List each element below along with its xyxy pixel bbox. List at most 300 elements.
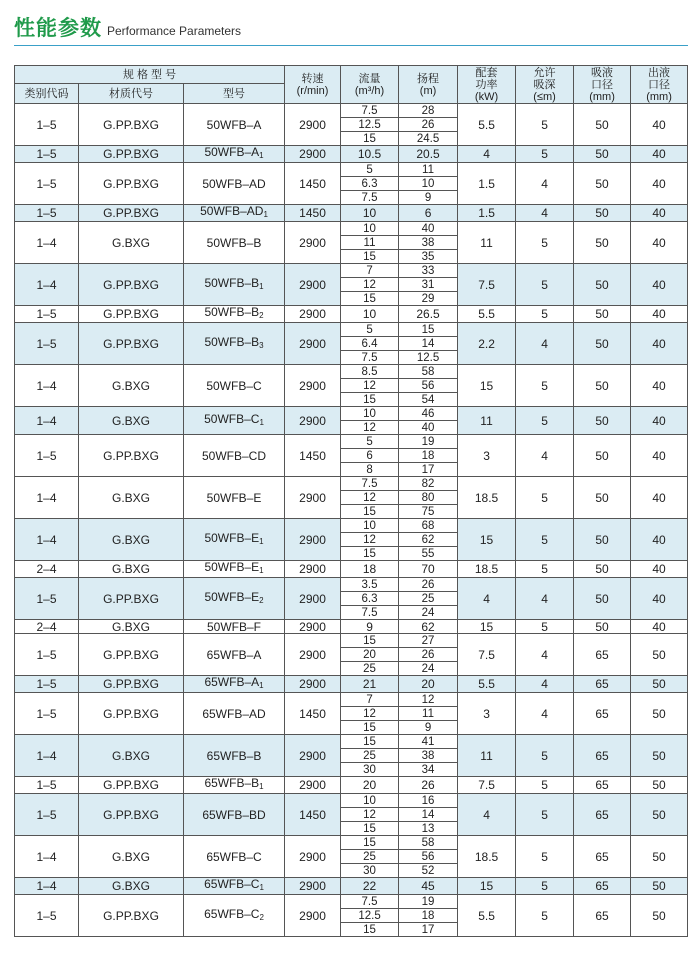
table-body bbox=[15, 104, 688, 937]
suction-depth-cell: 5 bbox=[516, 306, 574, 323]
table-row bbox=[15, 794, 688, 808]
model-header: 型号 bbox=[184, 84, 285, 104]
power-cell: 18.5 bbox=[458, 477, 516, 519]
model-subscript: 2 bbox=[259, 311, 264, 320]
model-cell bbox=[184, 620, 285, 634]
inlet-diameter-cell: 65 bbox=[574, 676, 631, 693]
model-cell bbox=[184, 519, 285, 561]
table-row bbox=[15, 634, 688, 648]
power-cell: 7.5 bbox=[458, 777, 516, 794]
power-cell: 11 bbox=[458, 222, 516, 264]
power-cell: 15 bbox=[458, 620, 516, 634]
model-name: 50WFB–AD bbox=[202, 176, 266, 191]
flow-cell: 15 bbox=[341, 292, 399, 306]
model-name: 50WFB–B bbox=[206, 235, 262, 250]
head-cell: 10 bbox=[399, 177, 458, 191]
table-row bbox=[15, 477, 688, 491]
speed-cell: 1450 bbox=[285, 163, 341, 205]
flow-cell: 12 bbox=[341, 707, 399, 721]
head-cell: 15 bbox=[399, 323, 458, 337]
model-cell bbox=[184, 735, 285, 777]
speed-cell: 2900 bbox=[285, 878, 341, 895]
model-cell bbox=[184, 477, 285, 519]
material-code-cell: G.PP.BXG bbox=[79, 676, 184, 693]
inlet-diameter-cell: 50 bbox=[574, 435, 631, 477]
category-code-cell: 1–5 bbox=[15, 634, 79, 676]
flow-cell: 15 bbox=[341, 634, 399, 648]
outlet-diameter-cell: 50 bbox=[631, 735, 688, 777]
speed-cell: 2900 bbox=[285, 895, 341, 937]
inlet-diameter-cell: 50 bbox=[574, 561, 631, 578]
table-row bbox=[15, 222, 688, 236]
table-row bbox=[15, 620, 688, 634]
flow-cell: 25 bbox=[341, 850, 399, 864]
table-row bbox=[15, 146, 688, 163]
inlet-diameter-cell: 50 bbox=[574, 205, 631, 222]
flow-cell: 10 bbox=[341, 306, 399, 323]
power-cell: 4 bbox=[458, 794, 516, 836]
flow-cell: 12.5 bbox=[341, 909, 399, 923]
head-cell: 38 bbox=[399, 236, 458, 250]
flow-cell: 12 bbox=[341, 491, 399, 505]
category-code-cell: 1–5 bbox=[15, 895, 79, 937]
suction-depth-cell: 4 bbox=[516, 163, 574, 205]
model-name: 65WFB–C bbox=[204, 906, 260, 921]
suction-depth-cell: 5 bbox=[516, 519, 574, 561]
head-cell: 18 bbox=[399, 909, 458, 923]
power-cell: 1.5 bbox=[458, 205, 516, 222]
category-code-cell: 1–5 bbox=[15, 205, 79, 222]
material-code-cell: G.BXG bbox=[79, 620, 184, 634]
model-name: 50WFB–AD bbox=[200, 204, 264, 218]
speed-cell: 2900 bbox=[285, 222, 341, 264]
table-row bbox=[15, 104, 688, 118]
model-cell bbox=[184, 878, 285, 895]
model-cell bbox=[184, 794, 285, 836]
head-cell: 52 bbox=[399, 864, 458, 878]
outlet-diameter-cell: 50 bbox=[631, 794, 688, 836]
flow-cell: 10.5 bbox=[341, 146, 399, 163]
head-cell: 45 bbox=[399, 878, 458, 895]
outlet-diameter-cell: 40 bbox=[631, 306, 688, 323]
model-name: 50WFB–E bbox=[204, 589, 260, 604]
speed-cell: 2900 bbox=[285, 634, 341, 676]
model-cell bbox=[184, 561, 285, 578]
head-cell: 56 bbox=[399, 850, 458, 864]
speed-cell: 2900 bbox=[285, 676, 341, 693]
head-cell: 16 bbox=[399, 794, 458, 808]
outlet-diameter-cell: 50 bbox=[631, 693, 688, 735]
flow-cell: 12 bbox=[341, 278, 399, 292]
model-name: 50WFB–F bbox=[207, 619, 262, 634]
outlet-diameter-cell: 40 bbox=[631, 435, 688, 477]
flow-cell: 10 bbox=[341, 222, 399, 236]
head-cell: 29 bbox=[399, 292, 458, 306]
category-code-cell: 1–5 bbox=[15, 306, 79, 323]
outlet-diameter-cell: 40 bbox=[631, 163, 688, 205]
category-code-cell: 1–4 bbox=[15, 836, 79, 878]
suction-depth-cell: 5 bbox=[516, 735, 574, 777]
speed-cell: 2900 bbox=[285, 519, 341, 561]
model-subscript: 1 bbox=[259, 782, 264, 791]
head-cell: 35 bbox=[399, 250, 458, 264]
category-code-cell: 1–4 bbox=[15, 222, 79, 264]
model-name: 50WFB–E bbox=[206, 490, 262, 505]
model-cell bbox=[184, 836, 285, 878]
outlet-diameter-cell: 40 bbox=[631, 323, 688, 365]
category-code-cell: 1–5 bbox=[15, 777, 79, 794]
table-row bbox=[15, 878, 688, 895]
speed-cell: 2900 bbox=[285, 306, 341, 323]
material-code-cell: G.PP.BXG bbox=[79, 323, 184, 365]
speed-cell: 2900 bbox=[285, 407, 341, 435]
suction-depth-cell: 4 bbox=[516, 693, 574, 735]
head-cell: 9 bbox=[399, 191, 458, 205]
power-cell: 15 bbox=[458, 365, 516, 407]
model-cell bbox=[184, 104, 285, 146]
model-cell bbox=[184, 407, 285, 435]
head-cell: 24 bbox=[399, 606, 458, 620]
flow-cell: 18 bbox=[341, 561, 399, 578]
model-subscript: 1 bbox=[259, 151, 264, 160]
flow-cell: 20 bbox=[341, 648, 399, 662]
category-code-header: 类别代码 bbox=[15, 84, 79, 104]
table-row bbox=[15, 578, 688, 592]
table-row bbox=[15, 519, 688, 533]
flow-cell: 15 bbox=[341, 250, 399, 264]
head-cell: 62 bbox=[399, 533, 458, 547]
model-subscript: 1 bbox=[263, 210, 268, 219]
power-cell: 3 bbox=[458, 435, 516, 477]
suction-depth-cell: 5 bbox=[516, 777, 574, 794]
head-cell: 12 bbox=[399, 693, 458, 707]
outlet-diameter-cell: 40 bbox=[631, 205, 688, 222]
flow-cell: 15 bbox=[341, 836, 399, 850]
model-subscript: 1 bbox=[259, 536, 264, 546]
head-cell: 18 bbox=[399, 449, 458, 463]
flow-cell: 5 bbox=[341, 435, 399, 449]
speed-cell: 2900 bbox=[285, 561, 341, 578]
head-cell: 19 bbox=[399, 435, 458, 449]
outlet-diameter-cell: 40 bbox=[631, 519, 688, 561]
suction-depth-cell: 5 bbox=[516, 222, 574, 264]
suction-depth-cell: 5 bbox=[516, 104, 574, 146]
material-code-cell: G.PP.BXG bbox=[79, 264, 184, 306]
inlet-diameter-cell: 50 bbox=[574, 519, 631, 561]
flow-cell: 7.5 bbox=[341, 191, 399, 205]
head-cell: 34 bbox=[399, 763, 458, 777]
model-cell bbox=[184, 323, 285, 365]
category-code-cell: 1–5 bbox=[15, 794, 79, 836]
flow-cell: 11 bbox=[341, 236, 399, 250]
power-cell: 5.5 bbox=[458, 676, 516, 693]
outlet-diameter-cell: 40 bbox=[631, 578, 688, 620]
model-name: 50WFB–A bbox=[204, 145, 260, 159]
material-code-cell: G.BXG bbox=[79, 735, 184, 777]
head-header: 扬程 (m) bbox=[399, 66, 458, 104]
model-cell bbox=[184, 676, 285, 693]
speed-cell: 2900 bbox=[285, 578, 341, 620]
model-subscript: 1 bbox=[259, 566, 264, 575]
suction-depth-cell: 5 bbox=[516, 477, 574, 519]
table-row bbox=[15, 561, 688, 578]
outlet-diameter-cell: 40 bbox=[631, 620, 688, 634]
category-code-cell: 1–5 bbox=[15, 693, 79, 735]
model-name: 50WFB–C bbox=[204, 411, 260, 426]
head-cell: 41 bbox=[399, 735, 458, 749]
head-cell: 6 bbox=[399, 205, 458, 222]
inlet-diameter-cell: 65 bbox=[574, 634, 631, 676]
category-code-cell: 1–5 bbox=[15, 146, 79, 163]
model-name: 65WFB–C bbox=[206, 849, 262, 864]
suction-depth-cell: 5 bbox=[516, 561, 574, 578]
outlet-diameter-cell: 50 bbox=[631, 777, 688, 794]
inlet-diameter-cell: 50 bbox=[574, 222, 631, 264]
category-code-cell: 2–4 bbox=[15, 561, 79, 578]
speed-cell: 1450 bbox=[285, 435, 341, 477]
head-cell: 26 bbox=[399, 777, 458, 794]
model-name: 65WFB–C bbox=[204, 877, 260, 891]
head-cell: 55 bbox=[399, 547, 458, 561]
model-name: 50WFB–CD bbox=[202, 448, 267, 463]
flow-cell: 7.5 bbox=[341, 895, 399, 909]
inlet-diameter-cell: 50 bbox=[574, 306, 631, 323]
power-cell: 7.5 bbox=[458, 634, 516, 676]
table-row bbox=[15, 205, 688, 222]
suction-depth-cell: 5 bbox=[516, 264, 574, 306]
flow-cell: 6 bbox=[341, 449, 399, 463]
power-header: 配套 功率 (kW) bbox=[458, 66, 516, 104]
inlet-diameter-cell: 65 bbox=[574, 777, 631, 794]
head-cell: 14 bbox=[399, 337, 458, 351]
category-code-cell: 1–4 bbox=[15, 365, 79, 407]
flow-cell: 15 bbox=[341, 393, 399, 407]
table-row bbox=[15, 895, 688, 909]
material-code-cell: G.BXG bbox=[79, 222, 184, 264]
flow-cell: 25 bbox=[341, 662, 399, 676]
model-name: 65WFB–BD bbox=[202, 807, 266, 822]
flow-cell: 15 bbox=[341, 547, 399, 561]
model-subscript: 1 bbox=[259, 281, 264, 291]
outlet-diameter-cell: 50 bbox=[631, 676, 688, 693]
material-code-cell: G.PP.BXG bbox=[79, 146, 184, 163]
suction-depth-cell: 5 bbox=[516, 620, 574, 634]
flow-cell: 10 bbox=[341, 407, 399, 421]
material-code-cell: G.BXG bbox=[79, 836, 184, 878]
material-code-cell: G.PP.BXG bbox=[79, 777, 184, 794]
head-cell: 24.5 bbox=[399, 132, 458, 146]
speed-cell: 2900 bbox=[285, 264, 341, 306]
outlet-diameter-cell: 40 bbox=[631, 365, 688, 407]
head-cell: 27 bbox=[399, 634, 458, 648]
flow-cell: 3.5 bbox=[341, 578, 399, 592]
category-code-cell: 1–5 bbox=[15, 578, 79, 620]
power-cell: 15 bbox=[458, 519, 516, 561]
flow-cell: 30 bbox=[341, 864, 399, 878]
material-code-cell: G.PP.BXG bbox=[79, 634, 184, 676]
power-cell: 11 bbox=[458, 735, 516, 777]
power-cell: 7.5 bbox=[458, 264, 516, 306]
flow-cell: 21 bbox=[341, 676, 399, 693]
model-cell bbox=[184, 146, 285, 163]
model-name: 50WFB–A bbox=[206, 117, 262, 132]
flow-cell: 7.5 bbox=[341, 351, 399, 365]
category-code-cell: 1–5 bbox=[15, 163, 79, 205]
speed-cell: 2900 bbox=[285, 735, 341, 777]
outlet-diameter-cell: 40 bbox=[631, 407, 688, 435]
table-row bbox=[15, 735, 688, 749]
head-cell: 28 bbox=[399, 104, 458, 118]
head-cell: 40 bbox=[399, 421, 458, 435]
head-cell: 26.5 bbox=[399, 306, 458, 323]
model-cell bbox=[184, 365, 285, 407]
head-cell: 33 bbox=[399, 264, 458, 278]
flow-cell: 7 bbox=[341, 693, 399, 707]
speed-cell: 1450 bbox=[285, 693, 341, 735]
power-cell: 1.5 bbox=[458, 163, 516, 205]
material-code-cell: G.PP.BXG bbox=[79, 205, 184, 222]
head-cell: 46 bbox=[399, 407, 458, 421]
head-cell: 20.5 bbox=[399, 146, 458, 163]
flow-cell: 12 bbox=[341, 421, 399, 435]
head-cell: 25 bbox=[399, 592, 458, 606]
outlet-diameter-cell: 50 bbox=[631, 836, 688, 878]
head-cell: 19 bbox=[399, 895, 458, 909]
model-subscript: 3 bbox=[259, 340, 264, 350]
material-code-cell: G.PP.BXG bbox=[79, 306, 184, 323]
suction-depth-cell: 4 bbox=[516, 578, 574, 620]
head-cell: 54 bbox=[399, 393, 458, 407]
category-code-cell: 1–4 bbox=[15, 519, 79, 561]
material-code-cell: G.PP.BXG bbox=[79, 794, 184, 836]
flow-cell: 12 bbox=[341, 808, 399, 822]
head-cell: 26 bbox=[399, 118, 458, 132]
head-cell: 11 bbox=[399, 707, 458, 721]
speed-cell: 2900 bbox=[285, 365, 341, 407]
model-name: 50WFB–B bbox=[204, 275, 260, 290]
material-code-cell: G.PP.BXG bbox=[79, 578, 184, 620]
model-cell bbox=[184, 578, 285, 620]
inlet-diameter-cell: 50 bbox=[574, 146, 631, 163]
head-cell: 20 bbox=[399, 676, 458, 693]
table-row bbox=[15, 435, 688, 449]
speed-cell: 2900 bbox=[285, 620, 341, 634]
suction-depth-cell: 5 bbox=[516, 794, 574, 836]
model-cell bbox=[184, 306, 285, 323]
table-row bbox=[15, 306, 688, 323]
flow-cell: 20 bbox=[341, 777, 399, 794]
flow-cell: 6.3 bbox=[341, 177, 399, 191]
table-row bbox=[15, 676, 688, 693]
flow-cell: 12 bbox=[341, 379, 399, 393]
model-cell bbox=[184, 777, 285, 794]
table-row bbox=[15, 365, 688, 379]
flow-cell: 7.5 bbox=[341, 606, 399, 620]
head-cell: 9 bbox=[399, 721, 458, 735]
speed-cell: 2900 bbox=[285, 104, 341, 146]
flow-cell: 22 bbox=[341, 878, 399, 895]
flow-cell: 7 bbox=[341, 264, 399, 278]
category-code-cell: 1–4 bbox=[15, 735, 79, 777]
table-row bbox=[15, 407, 688, 421]
category-code-cell: 1–5 bbox=[15, 435, 79, 477]
model-subscript: 2 bbox=[259, 595, 264, 605]
model-name: 50WFB–E bbox=[204, 560, 260, 574]
category-code-cell: 1–4 bbox=[15, 264, 79, 306]
inlet-diameter-cell: 50 bbox=[574, 407, 631, 435]
table-row bbox=[15, 693, 688, 707]
power-cell: 5.5 bbox=[458, 306, 516, 323]
table-row bbox=[15, 163, 688, 177]
flow-cell: 15 bbox=[341, 735, 399, 749]
suction-depth-cell: 4 bbox=[516, 435, 574, 477]
head-cell: 62 bbox=[399, 620, 458, 634]
head-cell: 26 bbox=[399, 578, 458, 592]
head-cell: 68 bbox=[399, 519, 458, 533]
speed-cell: 2900 bbox=[285, 477, 341, 519]
head-cell: 70 bbox=[399, 561, 458, 578]
category-code-cell: 1–4 bbox=[15, 878, 79, 895]
power-cell: 4 bbox=[458, 578, 516, 620]
power-cell: 4 bbox=[458, 146, 516, 163]
inlet-diameter-cell: 65 bbox=[574, 794, 631, 836]
speed-cell: 2900 bbox=[285, 323, 341, 365]
flow-cell: 12.5 bbox=[341, 118, 399, 132]
flow-cell: 12 bbox=[341, 533, 399, 547]
model-subscript: 1 bbox=[259, 417, 264, 427]
material-code-cell: G.PP.BXG bbox=[79, 104, 184, 146]
head-cell: 31 bbox=[399, 278, 458, 292]
inlet-diameter-cell: 50 bbox=[574, 323, 631, 365]
material-code-header: 材质代号 bbox=[79, 84, 184, 104]
speed-cell: 2900 bbox=[285, 146, 341, 163]
material-code-cell: G.PP.BXG bbox=[79, 435, 184, 477]
material-code-cell: G.BXG bbox=[79, 365, 184, 407]
spec-model-group-header: 规 格 型 号 bbox=[15, 66, 285, 84]
flow-cell: 7.5 bbox=[341, 477, 399, 491]
suction-depth-cell: 5 bbox=[516, 878, 574, 895]
model-name: 50WFB–B bbox=[204, 305, 260, 319]
performance-table bbox=[14, 65, 688, 937]
outlet-diameter-cell: 50 bbox=[631, 895, 688, 937]
material-code-cell: G.BXG bbox=[79, 878, 184, 895]
head-cell: 58 bbox=[399, 365, 458, 379]
model-cell bbox=[184, 264, 285, 306]
power-cell: 5.5 bbox=[458, 895, 516, 937]
flow-cell: 10 bbox=[341, 205, 399, 222]
outlet-diameter-cell: 40 bbox=[631, 477, 688, 519]
speed-cell: 2900 bbox=[285, 777, 341, 794]
model-name: 65WFB–B bbox=[206, 748, 262, 763]
material-code-cell: G.PP.BXG bbox=[79, 693, 184, 735]
suction-depth-cell: 4 bbox=[516, 205, 574, 222]
model-name: 65WFB–A bbox=[206, 647, 262, 662]
flow-cell: 9 bbox=[341, 620, 399, 634]
suction-depth-cell: 5 bbox=[516, 146, 574, 163]
head-cell: 82 bbox=[399, 477, 458, 491]
suction-depth-cell: 4 bbox=[516, 323, 574, 365]
model-cell bbox=[184, 895, 285, 937]
category-code-cell: 2–4 bbox=[15, 620, 79, 634]
head-cell: 40 bbox=[399, 222, 458, 236]
category-code-cell: 1–5 bbox=[15, 676, 79, 693]
inlet-diameter-cell: 50 bbox=[574, 477, 631, 519]
head-cell: 26 bbox=[399, 648, 458, 662]
model-name: 65WFB–AD bbox=[202, 706, 266, 721]
inlet-diameter-cell: 65 bbox=[574, 878, 631, 895]
head-cell: 12.5 bbox=[399, 351, 458, 365]
suction-depth-cell: 4 bbox=[516, 634, 574, 676]
